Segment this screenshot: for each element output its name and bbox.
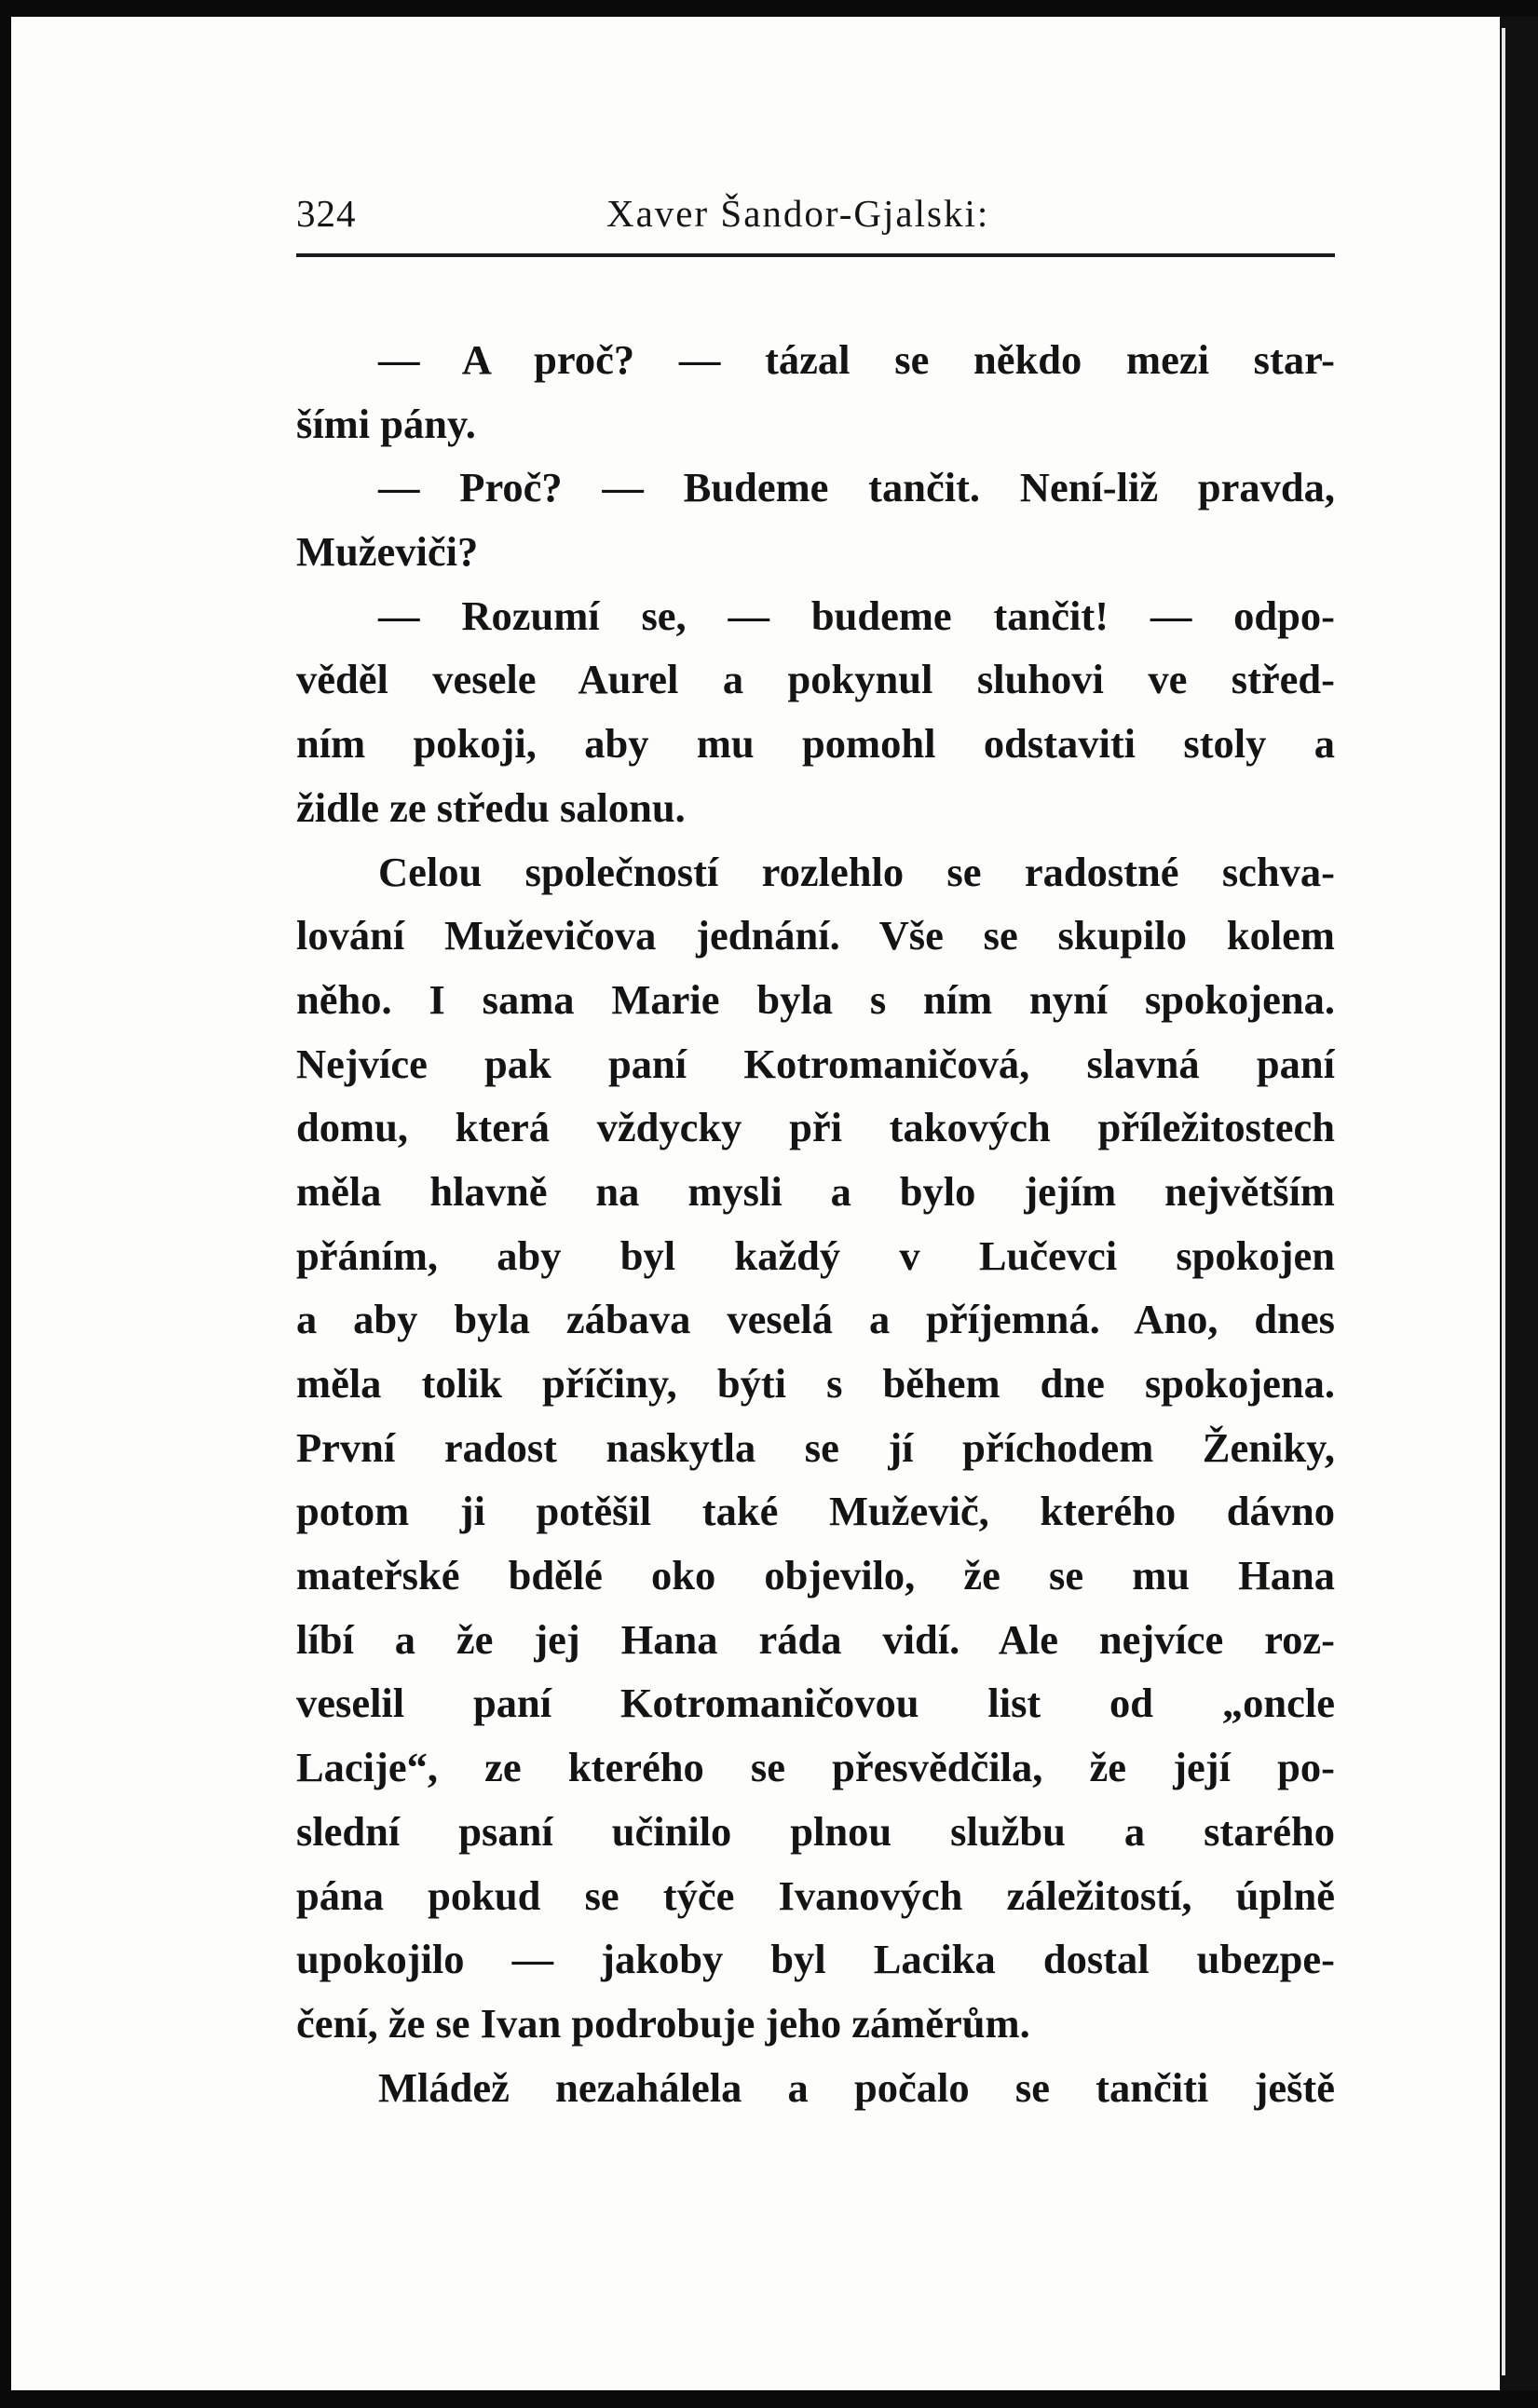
page-edge-line	[1502, 28, 1505, 2375]
text-line: — A proč? — tázal se někdo mezi star-	[378, 336, 1335, 383]
text-line: — Proč? — Budeme tančit. Není-liž pravda,	[378, 464, 1335, 511]
body-text	[296, 328, 1335, 2119]
header-rule	[296, 253, 1335, 257]
text-line: Nejvíce pak paní Kotromaničová, slavná paní	[296, 1040, 1335, 1087]
text-line: ním pokoji, aby mu pomohl odstaviti stoly a	[296, 720, 1335, 768]
text-line: šími pány.	[296, 400, 476, 447]
page-number: 324	[296, 192, 357, 235]
text-line: líbí a že jej Hana ráda vidí. Ale nejvíce roz-	[296, 1615, 1335, 1663]
text-line: přáním, aby byl každý v Lučevci spokojen	[296, 1231, 1335, 1279]
text-line: Muževiči?	[296, 528, 479, 576]
text-line: a aby byla zábava veselá a příjemná. Ano, dnes	[296, 1296, 1335, 1343]
text-line: čení, že se Ivan podrobuje jeho záměrům.	[296, 1999, 1030, 2047]
text-line: slední psaní učinilo plnou službu a starého	[296, 1807, 1335, 1855]
text-line: veselil paní Kotromaničovou list od „oncle	[296, 1680, 1335, 1727]
text-line: — Rozumí se, — budeme tančit! — odpo-	[378, 592, 1335, 639]
text-line: měla hlavně na mysli a bylo jejím největším	[296, 1167, 1335, 1215]
text-line: mateřské bdělé oko objevilo, že se mu Hana	[296, 1552, 1335, 1599]
text-line: lování Muževičova jednání. Vše se skupilo kolem	[296, 912, 1335, 959]
text-line: Celou společností rozlehlo se radostné schva-	[378, 848, 1335, 895]
text-line: židle ze středu salonu.	[296, 783, 686, 831]
text-line: domu, která vždycky při takových příležitostech	[296, 1104, 1335, 1151]
text-line: Lacije“, ze kterého se přesvědčila, že její po-	[296, 1744, 1335, 1791]
text-line: něho. I sama Marie byla s ním nyní spokojena.	[296, 975, 1335, 1023]
text-line: potom ji potěšil také Muževič, kterého dávno	[296, 1488, 1335, 1535]
text-line: První radost naskytla se jí příchodem Ženiky,	[296, 1423, 1335, 1471]
text-line: upokojilo — jakoby byl Lacika dostal ubezpe-	[296, 1936, 1335, 1983]
scan-edge	[1500, 17, 1538, 2390]
text-line: pána pokud se týče Ivanových záležitostí, úplně	[296, 1871, 1335, 1919]
text-line: měla tolik příčiny, býti s během dne spokojena.	[296, 1360, 1335, 1407]
running-header	[296, 191, 1335, 247]
text-line: Mládež nezahálela a počalo se tančiti ještě	[378, 2063, 1335, 2111]
running-title: Xaver Šandor-Gjalski:	[606, 192, 990, 235]
text-line: věděl vesele Aurel a pokynul sluhovi ve střed-	[296, 656, 1335, 703]
